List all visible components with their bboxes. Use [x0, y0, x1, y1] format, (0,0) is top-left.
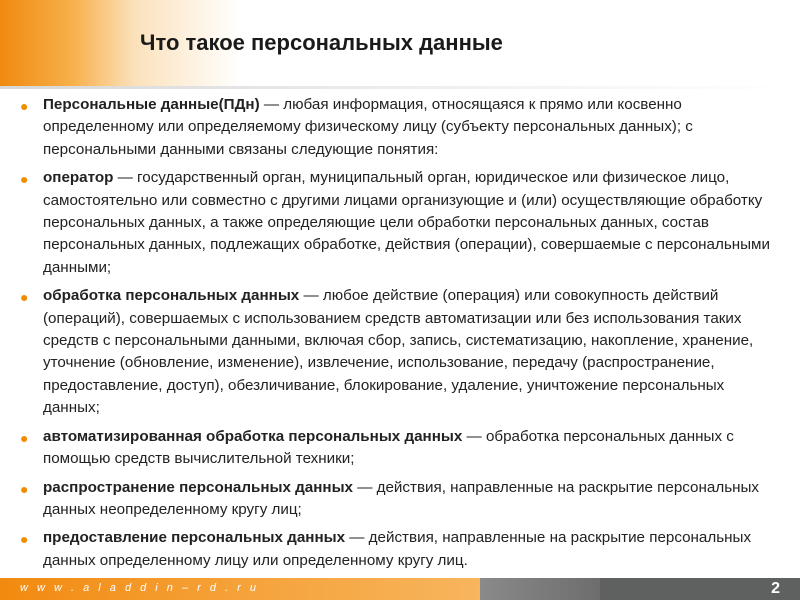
item-text: — действия, направленные на раскрытие персональных данных неопределенному кругу лиц; [43, 478, 760, 518]
slide-content [20, 94, 780, 578]
item-term: оператор [43, 169, 114, 187]
bullet-icon: ● [20, 480, 29, 497]
bullet-icon: ● [20, 289, 29, 306]
list-item [20, 167, 780, 279]
footer-website-link[interactable]: w w w . a l a d d i n – r d . r u [20, 582, 259, 594]
list-item [20, 426, 780, 471]
page-number: 2 [771, 580, 780, 597]
item-text: — государственный орган, муниципальный орган, юридическое или физическое лицо, самостоятельно или совместно с другими лицами организующие и (или) осуществляющие обработку персональных данных, а также определяющие цели обработки персональных данных, состав персональных данных, подлежащих обработке, действия (операции), совершаемые с персональными данными; [43, 169, 770, 276]
item-term: распространение персональных данных [43, 478, 353, 496]
item-text: — обработка персональных данных с помощью средств вычислительной техники; [43, 427, 734, 468]
list-item [20, 477, 780, 522]
bullet-icon: ● [20, 98, 29, 114]
item-term: автоматизированная обработка персональных данных [43, 427, 463, 445]
list-item [20, 285, 780, 419]
item-term: Персональные данные(ПДн) [43, 96, 260, 113]
bullet-icon: ● [20, 171, 29, 188]
item-text: — любое действие (операция) или совокупность действий (операций), совершаемых с использованием средств автоматизации или без использования таких средств с персональными данными, включая сбор, запись, систематизацию, накопление, хранение, уточнение (обновление, изменение), извлечение, использование, передачу (распространение, предоставление, доступ), обезличивание, блокирование, удаление, уничтожение персональных данных; [43, 287, 754, 417]
list-item [20, 94, 780, 161]
list-item [20, 527, 780, 572]
item-text: — любая информация, относящаяся к прямо или косвенно определенному или определяемому физическому лицу (субъекту персональных данных); с персональными данными связаны следующие понятия: [43, 96, 693, 158]
item-term: обработка персональных данных [43, 287, 300, 305]
slide-title: Что такое персональных данные [140, 30, 503, 55]
item-text: — действия, направленные на раскрытие персональных данных определенному лицу или определенному кругу лиц. [43, 529, 752, 569]
bullet-icon: ● [20, 531, 29, 548]
footer-gray-band [480, 578, 600, 600]
item-term: предоставление персональных данных [43, 529, 346, 547]
bullet-icon: ● [20, 429, 29, 446]
slide-footer [0, 578, 800, 600]
header-divider [0, 86, 800, 89]
